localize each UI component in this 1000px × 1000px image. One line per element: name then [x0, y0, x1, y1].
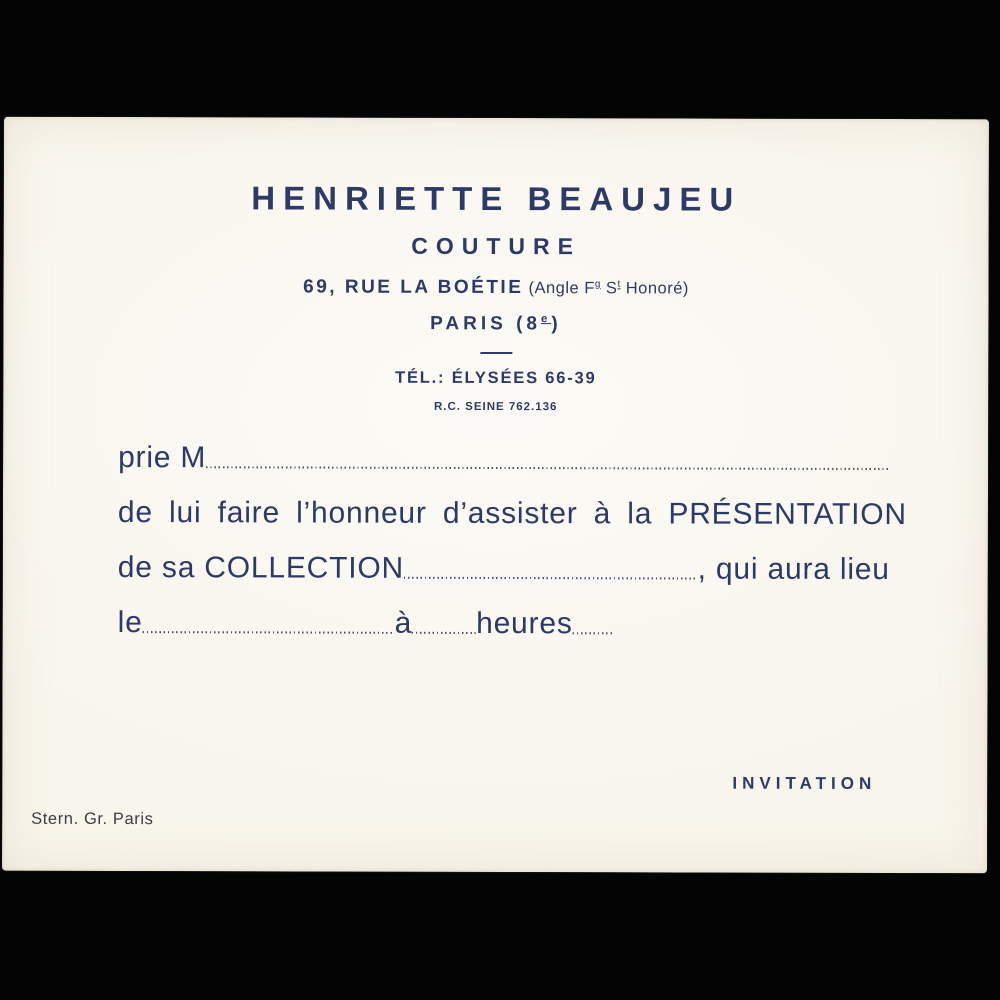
invite-line-guest-label: prie M: [118, 441, 207, 475]
invite-line-collection: [118, 551, 890, 586]
invitation-card: [2, 117, 989, 874]
invite-collection-suffix: , qui aura lieu: [697, 552, 890, 587]
city-line: PARIS (8e): [430, 313, 562, 335]
invite-date-label: le: [117, 606, 143, 640]
guest-name-dotted-line: [206, 466, 890, 470]
superscript-faubourg: g: [594, 278, 601, 290]
invite-hours-label: heures: [476, 606, 573, 641]
hours-trailing-dotted-line: [573, 632, 613, 634]
invite-line-datetime: [118, 606, 890, 641]
date-dotted-line: [143, 631, 395, 634]
superscript-saint: t: [617, 278, 621, 290]
telephone-line: TÉL.: ÉLYSÉES 66-39: [395, 368, 597, 388]
invite-line-honor-text: de lui faire l’honneur d’assister à la PRÉSENTATION: [117, 496, 907, 532]
printer-credit: Stern. Gr. Paris: [31, 809, 154, 829]
brand-business: [4, 234, 989, 260]
brand-business-text: COUTURE: [411, 232, 582, 260]
address-note: (Angle $F^g$ $S^t$ Honoré): [523, 278, 689, 298]
hour-dotted-line: [412, 632, 476, 634]
brand-name-text: HENRIETTE BEAUJEU: [251, 179, 742, 218]
address-line: [4, 277, 989, 299]
invite-line-honor: [117, 496, 907, 532]
address-street: 69, RUE LA BOÉTIE: [303, 276, 524, 299]
invite-at-label: à: [394, 606, 413, 640]
collection-name-dotted-line: [404, 577, 698, 580]
invite-collection-prefix: de sa COLLECTION: [117, 551, 405, 585]
superscript-arrondissement: e: [541, 313, 552, 326]
brand-name: [4, 181, 989, 217]
invite-line-guest: [118, 441, 890, 476]
registry-line: R.C. SEINE 762.136: [433, 400, 558, 414]
invitation-label: INVITATION: [732, 773, 877, 793]
divider-rule: [480, 352, 512, 354]
